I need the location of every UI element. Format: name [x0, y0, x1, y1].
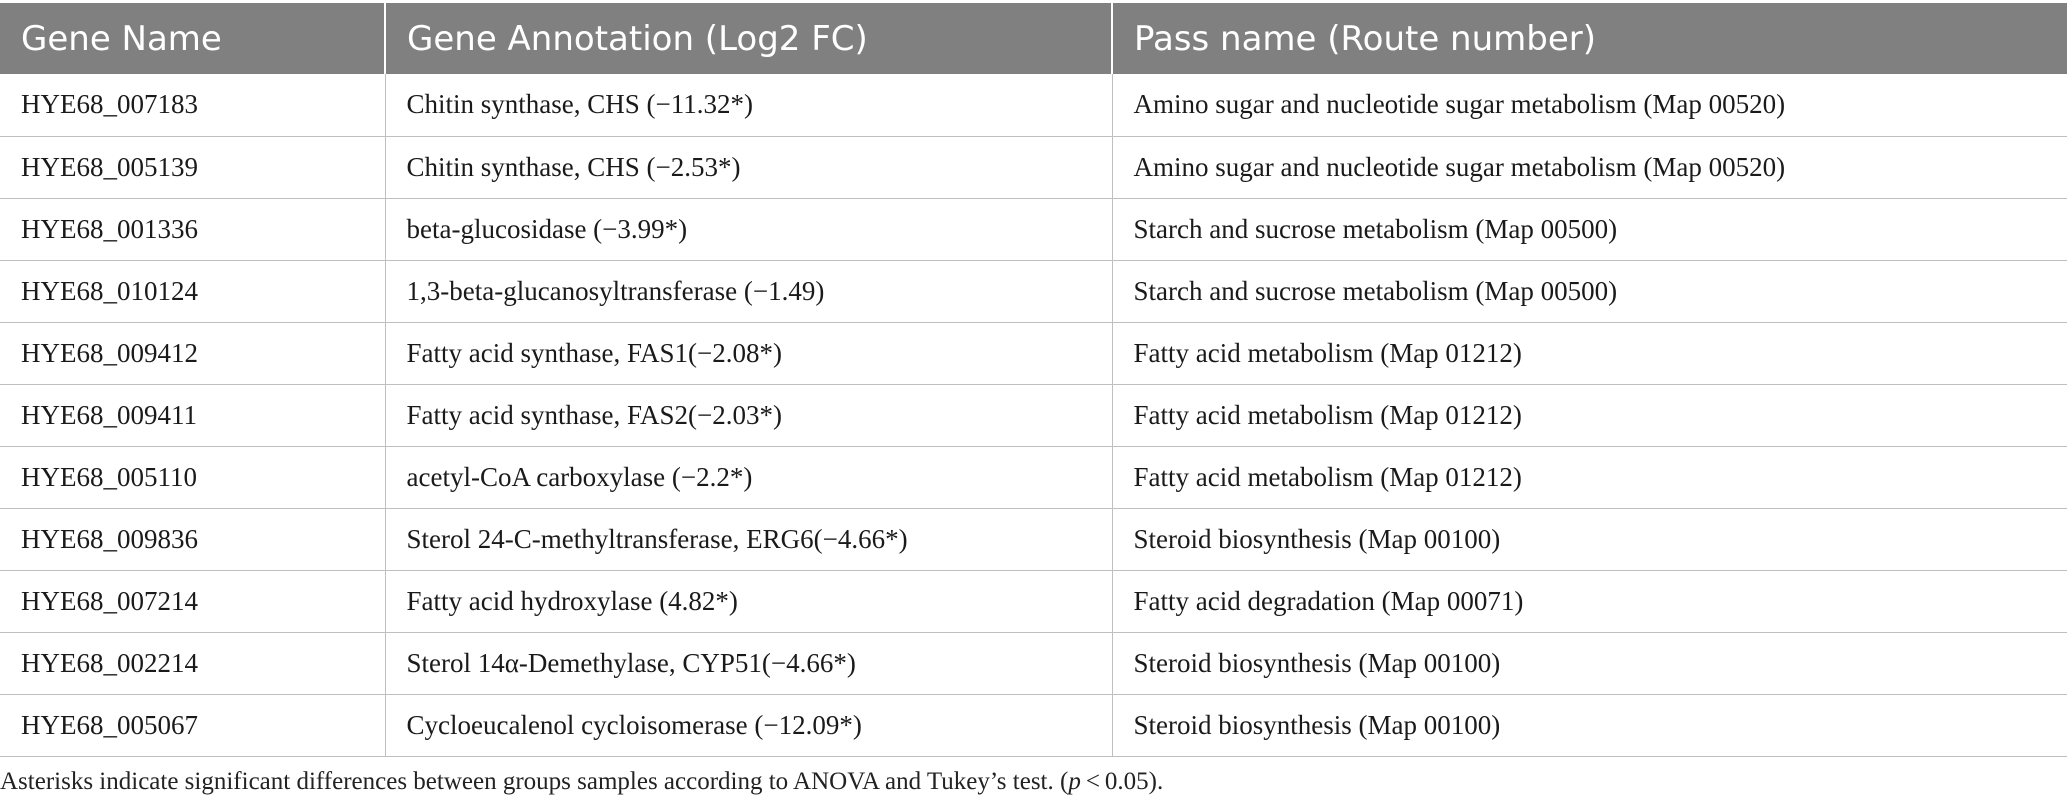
table-body: [0, 74, 2067, 756]
cell-gene-name: HYE68_005110: [0, 446, 385, 508]
table-row: [0, 260, 2067, 322]
cell-gene-name: HYE68_009836: [0, 508, 385, 570]
table-row: [0, 322, 2067, 384]
cell-gene-name: HYE68_009412: [0, 322, 385, 384]
cell-gene-annotation: Sterol 14α-Demethylase, CYP51(−4.66*): [385, 632, 1112, 694]
footnote-p-symbol: p: [1068, 768, 1081, 795]
table-row: [0, 508, 2067, 570]
cell-gene-name: HYE68_001336: [0, 198, 385, 260]
cell-pass-name: Amino sugar and nucleotide sugar metabolism (Map 00520): [1112, 74, 2067, 136]
cell-gene-annotation: acetyl-CoA carboxylase (−2.2*): [385, 446, 1112, 508]
table-row: [0, 74, 2067, 136]
cell-gene-name: HYE68_010124: [0, 260, 385, 322]
table-row: [0, 446, 2067, 508]
table-row: [0, 632, 2067, 694]
cell-gene-name: HYE68_005067: [0, 694, 385, 756]
cell-gene-annotation: Fatty acid synthase, FAS1(−2.08*): [385, 322, 1112, 384]
cell-pass-name: Fatty acid metabolism (Map 01212): [1112, 322, 2067, 384]
header-gene-name: Gene Name: [21, 18, 222, 59]
table-row: [0, 384, 2067, 446]
cell-pass-name: Steroid biosynthesis (Map 00100): [1112, 632, 2067, 694]
cell-gene-name: HYE68_007183: [0, 74, 385, 136]
gene-table: [0, 3, 2067, 757]
cell-gene-name: HYE68_009411: [0, 384, 385, 446]
header-gene-annotation: Gene Annotation (Log2 FC): [385, 3, 1112, 74]
cell-pass-name: Steroid biosynthesis (Map 00100): [1112, 694, 2067, 756]
gene-table-container: [0, 3, 2067, 757]
cell-pass-name: Starch and sucrose metabolism (Map 00500): [1112, 260, 2067, 322]
cell-gene-annotation: beta-glucosidase (−3.99*): [385, 198, 1112, 260]
cell-gene-annotation: Fatty acid hydroxylase (4.82*): [385, 570, 1112, 632]
cell-pass-name: Fatty acid degradation (Map 00071): [1112, 570, 2067, 632]
table-header-row: [0, 3, 2067, 74]
footnote-threshold: < 0.05).: [1080, 768, 1164, 795]
header-pass-name: Pass name (Route number): [1112, 3, 2067, 74]
cell-pass-name: Amino sugar and nucleotide sugar metabolism (Map 00520): [1112, 136, 2067, 198]
cell-pass-name: Starch and sucrose metabolism (Map 00500): [1112, 198, 2067, 260]
footnote-text: Asterisks indicate significant differences between groups samples according to ANOVA and Tukey’s test. (: [0, 768, 1069, 795]
cell-gene-name: HYE68_005139: [0, 136, 385, 198]
table-row: [0, 136, 2067, 198]
cell-gene-annotation: 1,3-beta-glucanosyltransferase (−1.49): [385, 260, 1112, 322]
cell-gene-annotation: Chitin synthase, CHS (−11.32*): [385, 74, 1112, 136]
cell-pass-name: Fatty acid metabolism (Map 01212): [1112, 446, 2067, 508]
cell-gene-annotation: Chitin synthase, CHS (−2.53*): [385, 136, 1112, 198]
table-footnote: [0, 768, 2067, 796]
cell-gene-name: HYE68_002214: [0, 632, 385, 694]
cell-pass-name: Fatty acid metabolism (Map 01212): [1112, 384, 2067, 446]
cell-pass-name: Steroid biosynthesis (Map 00100): [1112, 508, 2067, 570]
table-row: [0, 694, 2067, 756]
table-row: [0, 198, 2067, 260]
cell-gene-annotation: Cycloeucalenol cycloisomerase (−12.09*): [385, 694, 1112, 756]
cell-gene-name: HYE68_007214: [0, 570, 385, 632]
cell-gene-annotation: Fatty acid synthase, FAS2(−2.03*): [385, 384, 1112, 446]
table-row: [0, 570, 2067, 632]
cell-gene-annotation: Sterol 24-C-methyltransferase, ERG6(−4.66*): [385, 508, 1112, 570]
